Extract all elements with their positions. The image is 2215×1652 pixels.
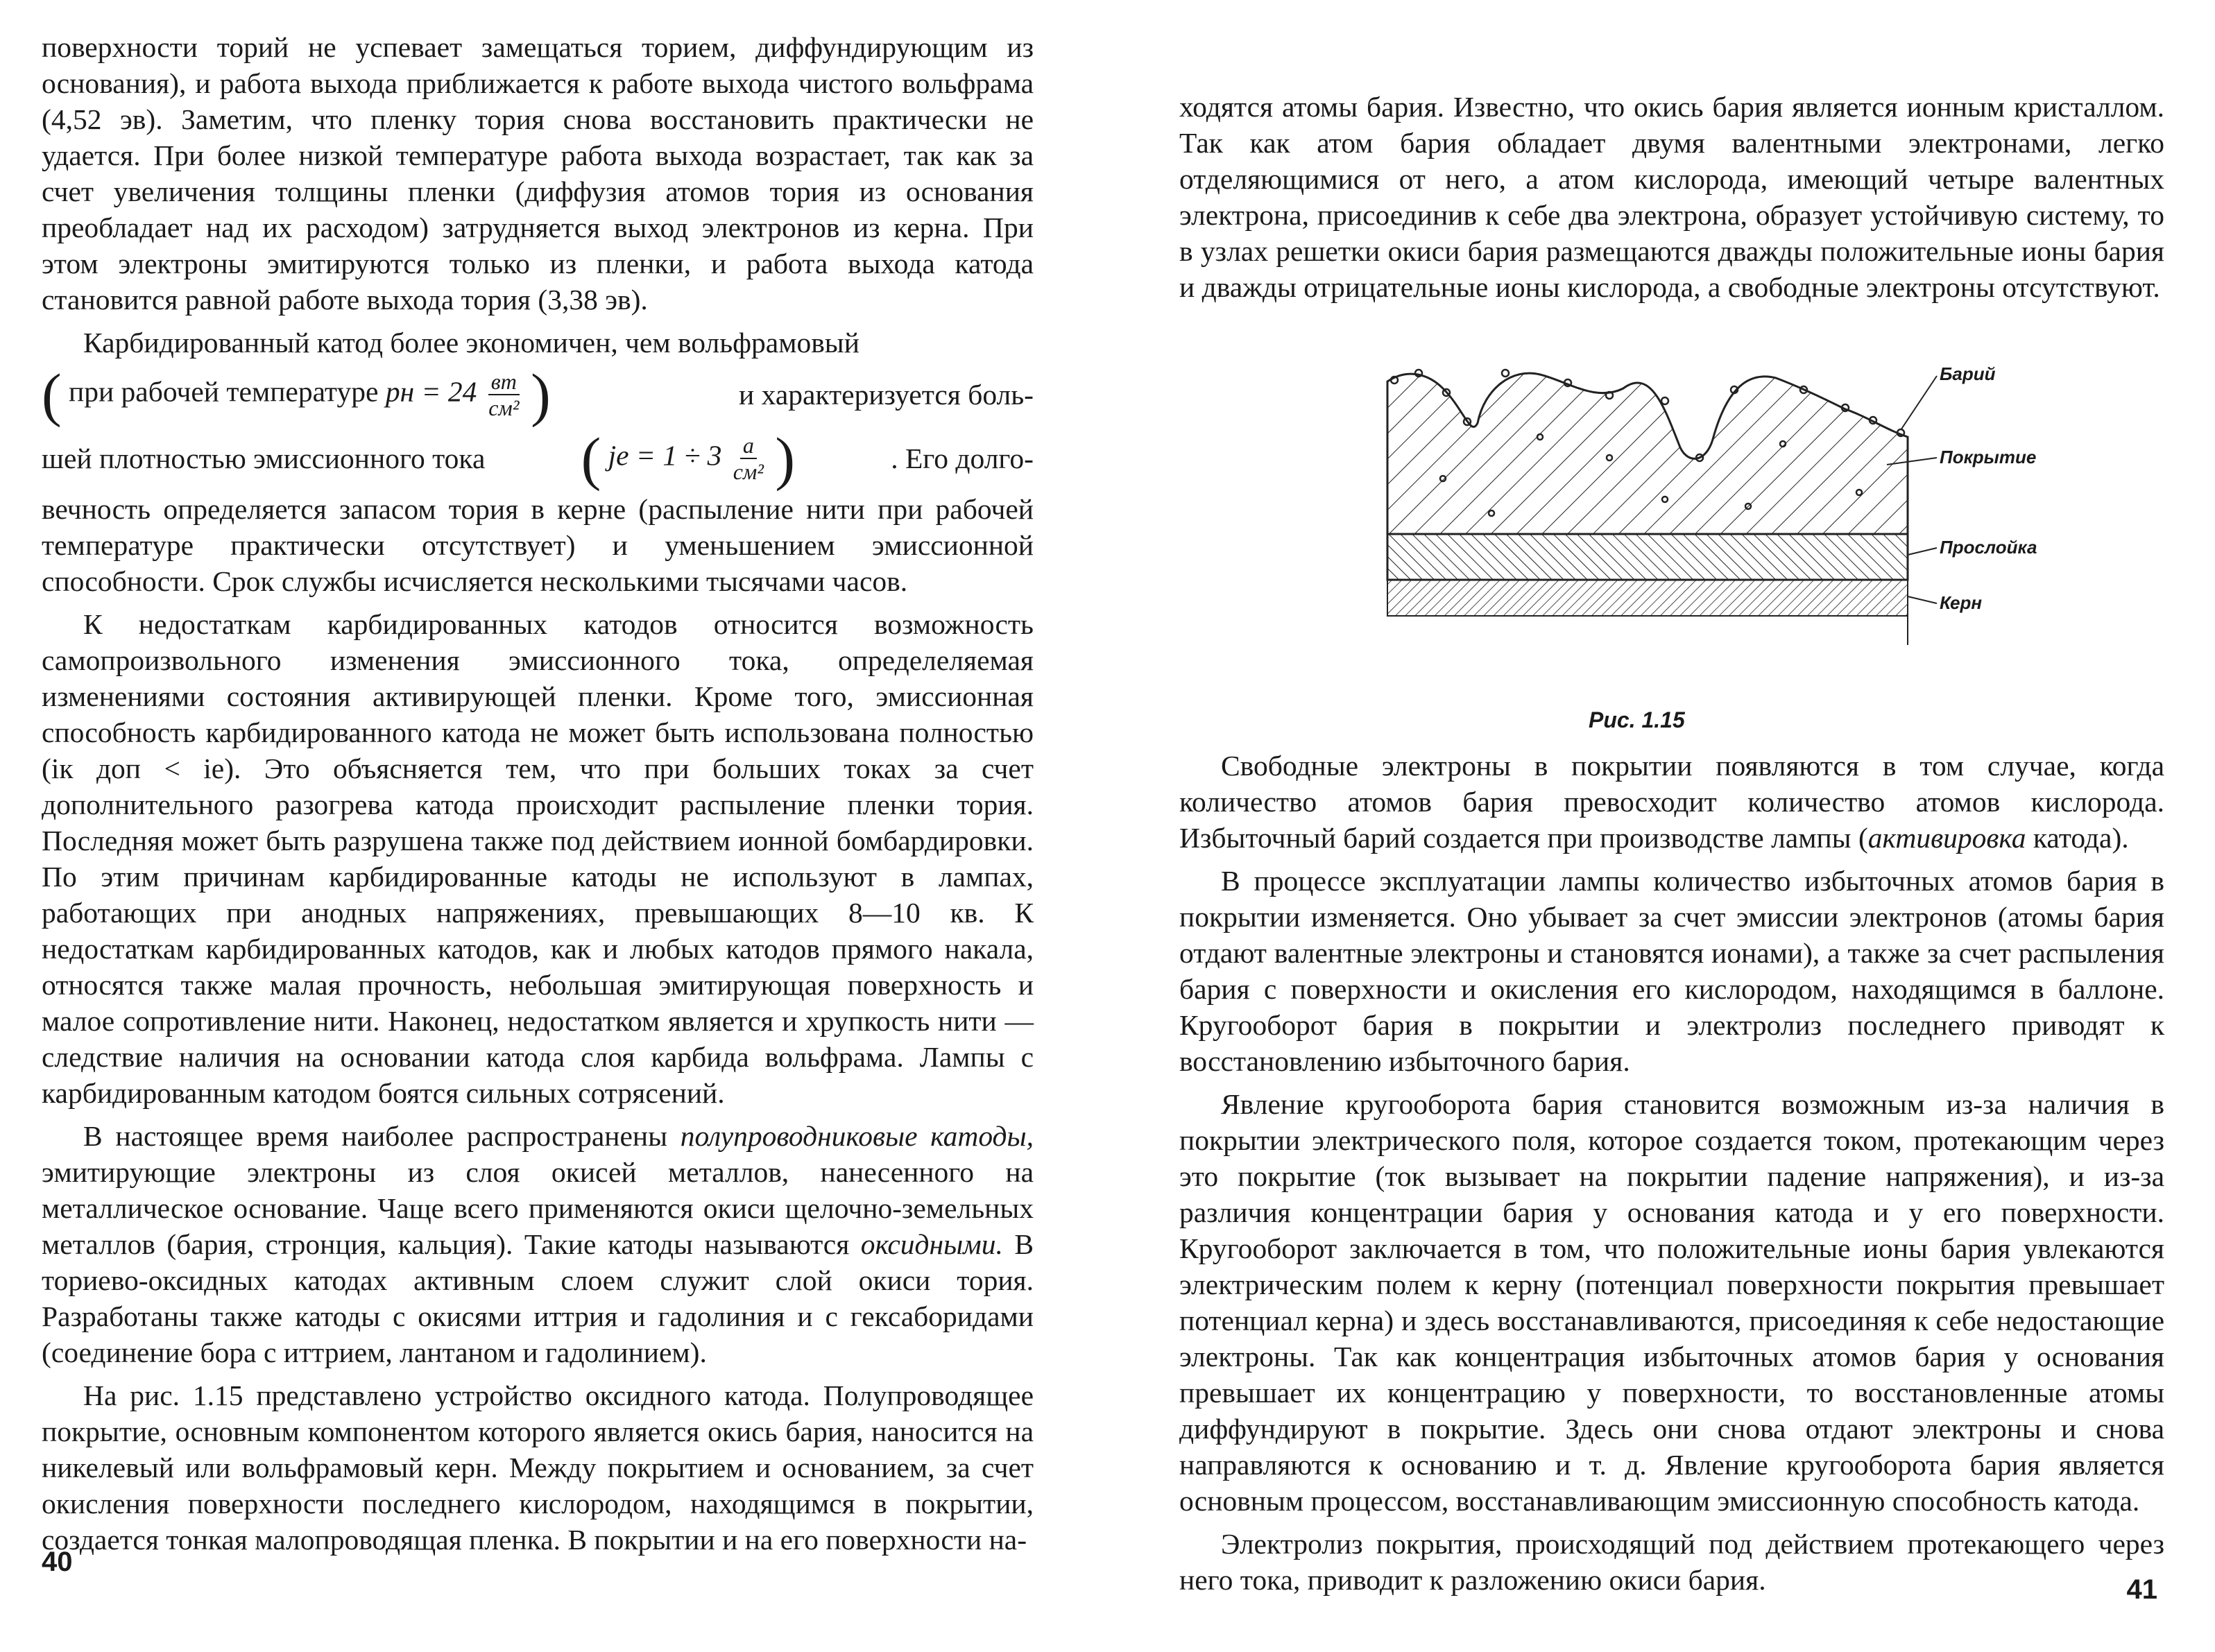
paragraph: поверхности торий не успевает замещаться торием, диффундирующим из основания), и работа выхода приближается к работе выхода чистого вольфрама (4,52 эв). Заметим, что пленку тория снова восстановить практически не удается. При более низкой температуре работа выхода возрастает, так как за счет увеличения толщины пленки (диффузия атомов тория из основания преобладает над их расходом) затрудняется выход электронов из керна. При этом электроны эмитируются только из пленки, и работа выхода катода становится равной работе выхода тория (3,38 эв). bbox=[42, 31, 1034, 316]
paragraph bbox=[42, 1118, 1034, 1370]
fraction-denominator: см² bbox=[488, 395, 520, 420]
figure-caption: Рис. 1.15 bbox=[1589, 707, 1685, 732]
italic-term: оксидными. bbox=[860, 1228, 1003, 1260]
label-barium: Барий bbox=[1940, 363, 1996, 384]
fraction-numerator: вт bbox=[488, 369, 520, 395]
page-number: 40 bbox=[42, 1547, 73, 1577]
italic-term: полупроводниковые катоды, bbox=[680, 1120, 1034, 1152]
paragraph: ходятся атомы бария. Известно, что окись бария является ионным кристаллом. Так как атом бария обладает двумя валентными электронами, легко отделяющимися от него, а атом кислорода, имеющий четыре валентных электрона, присоединив к себе два электрона, образует устойчивую систему, то в узлах решетки окиси бария размещаются дважды положительные ионы бария и дважды отрицательные ионы кислорода, а свободные электроны отсутствуют. bbox=[1179, 91, 2164, 303]
label-core: Керн bbox=[1940, 592, 1983, 613]
paragraph: На рис. 1.15 представлено устройство оксидного катода. Полупроводящее покрытие, основным компонентом которого является окись бария, наносится на никелевый или вольфрамовый керн. Между покрытием и основанием, за счет окисления поверхности последнего кислородом, находящимся в покрытии, создается тонкая малопроводящая пленка. В покрытии и на его поверхности на- bbox=[42, 1379, 1034, 1556]
label-coating: Покрытие bbox=[1940, 447, 2037, 467]
text-run: Свободные электроны в покрытии появляются в том случае, когда количество атомов бария превосходит количество атомов кислорода. Избыточный барий создается при производстве лампы ( bbox=[1179, 750, 2164, 854]
right-page bbox=[1179, 0, 2178, 1652]
formula-text: . Его долго- bbox=[891, 442, 1034, 474]
core-region bbox=[1387, 580, 1908, 616]
formula-line: шей плотностью эмиссионного тока ( je = 1 ÷ 3 $\frac{а}{\text{см²}}$ ) . Его долго- bbox=[42, 425, 1034, 492]
italic-term: активировка bbox=[1867, 822, 2026, 854]
coating-region bbox=[1387, 373, 1908, 534]
right-page-text-lower bbox=[1179, 748, 2164, 1598]
text-run: В настоящее время наиболее распространены bbox=[83, 1120, 681, 1152]
interface-layer bbox=[1387, 534, 1908, 580]
text-run: катода). bbox=[2026, 822, 2129, 854]
paragraph: К недостаткам карбидированных катодов относится возможность самопроизвольного изменения эмиссионного тока, определеляемая изменениями состояния активирующей пленки. Кроме того, эмиссионная способность карбидированного катода не может быть использована полностью (iк доп < ie). Это объясняется тем, что при больших токах за счет дополнительного разогрева катода происходит распыление пленки тория. Последняя может быть разрушена также под действием ионной бомбардировки. По этим причинам карбидированные катоды не используют в лампах, работающих при анодных напряжениях, превышающих 8—10 кв. К недостаткам карбидированных катодов, как и любых катодов прямого накала, относятся также малая прочность, небольшая эмитирующая поверхность и малое сопротивление нити. Наконец, недостатком является и хрупкость нити — следствие наличия на основании катода слоя карбида вольфрама. Лампы с карбидированным катодом боятся сильных сотрясений. bbox=[42, 608, 1034, 1109]
formula-fraction bbox=[488, 369, 520, 420]
formula-line: ( при рабочей температуре pн = 24 $\frac{вт}{\text{см²}}$ ) и характеризуется боль- bbox=[42, 361, 1034, 428]
fraction-denominator: см² bbox=[733, 459, 764, 484]
paragraph: вечность определяется запасом тория в керне (распыление нити при рабочей температуре практически отсутствует) и уменьшением эмиссионной способности. Срок службы исчисляется несколькими тысячами часов. bbox=[42, 493, 1034, 597]
paragraph: Явление кругооборота бария становится возможным из-за наличия в покрытии электрического поля, которое создается током, протекающим через это покрытие (ток вызывает на покрытии падение напряжения), и из-за различия концентрации бария у основания катода и у его поверхности. Кругооборот заключается в том, что положительные ионы бария увлекаются электрическим полем к керну (потенциал поверхности покрытия превышает потенциал керна) и здесь восстанавливаются, присоединяя к себе недостающие электроны. Так как концентрация избыточных атомов бария у основания превышает их концентрацию у поверхности, то восстановленные атомы диффундируют в покрытие. Здесь они снова отдают электроны и снова направляются к основанию и т. д. Явление кругооборота бария является основным процессом, восстанавливающим эмиссионную способность катода. bbox=[1179, 1088, 2164, 1517]
left-page bbox=[42, 0, 1034, 1652]
paragraph bbox=[1179, 748, 2164, 856]
paragraph: В процессе эксплуатации лампы количество избыточных атомов бария в покрытии изменяется. Оно убывает за счет эмиссии электронов (атомы бария отдают валентные электроны и становятся ионами), а также за счет распыления бария с поверхности и окисления его кислородом, находящимся в баллоне. Кругооборот бария в покрытии и электролиз последнего приводят к восстановлению избыточного бария. bbox=[1179, 865, 2164, 1077]
formula-text: и характеризуется боль- bbox=[739, 379, 1034, 411]
formula-expression: pн = 24 bbox=[385, 375, 477, 408]
right-page-text bbox=[1179, 89, 2164, 305]
formula-expression: je = 1 ÷ 3 bbox=[608, 439, 722, 472]
paragraph: Карбидированный катод более экономичен, чем вольфрамовый bbox=[83, 327, 860, 359]
formula-text: шей плотностью эмиссионного тока bbox=[42, 442, 486, 474]
text-run: В ториево-оксидных катодах активным слоем служит слой окиси тория. Разработаны также катоды с окисями иттрия и гадолиния и с гексаборидами (соединение бора с иттрием, лантаном и гадолинием). bbox=[42, 1228, 1034, 1368]
fraction-numerator: а bbox=[740, 433, 757, 459]
formula-text: при рабочей температуре bbox=[69, 375, 379, 408]
left-page-text bbox=[42, 29, 1034, 1558]
text-run: эмитирующие электроны из слоя окисей металлов, нанесенного на металлическое основание. Чаще всего применяются окиси щелочно-земельных металлов (бария, стронция, кальция). Такие катоды называются bbox=[42, 1156, 1034, 1260]
label-interlayer: Прослойка bbox=[1940, 537, 2037, 558]
formula-fraction bbox=[733, 433, 764, 484]
page-number: 41 bbox=[2126, 1574, 2157, 1605]
paragraph: Электролиз покрытия, происходящий под действием протекающего через него тока, приводит к разложению окиси бария. bbox=[1179, 1528, 2164, 1596]
